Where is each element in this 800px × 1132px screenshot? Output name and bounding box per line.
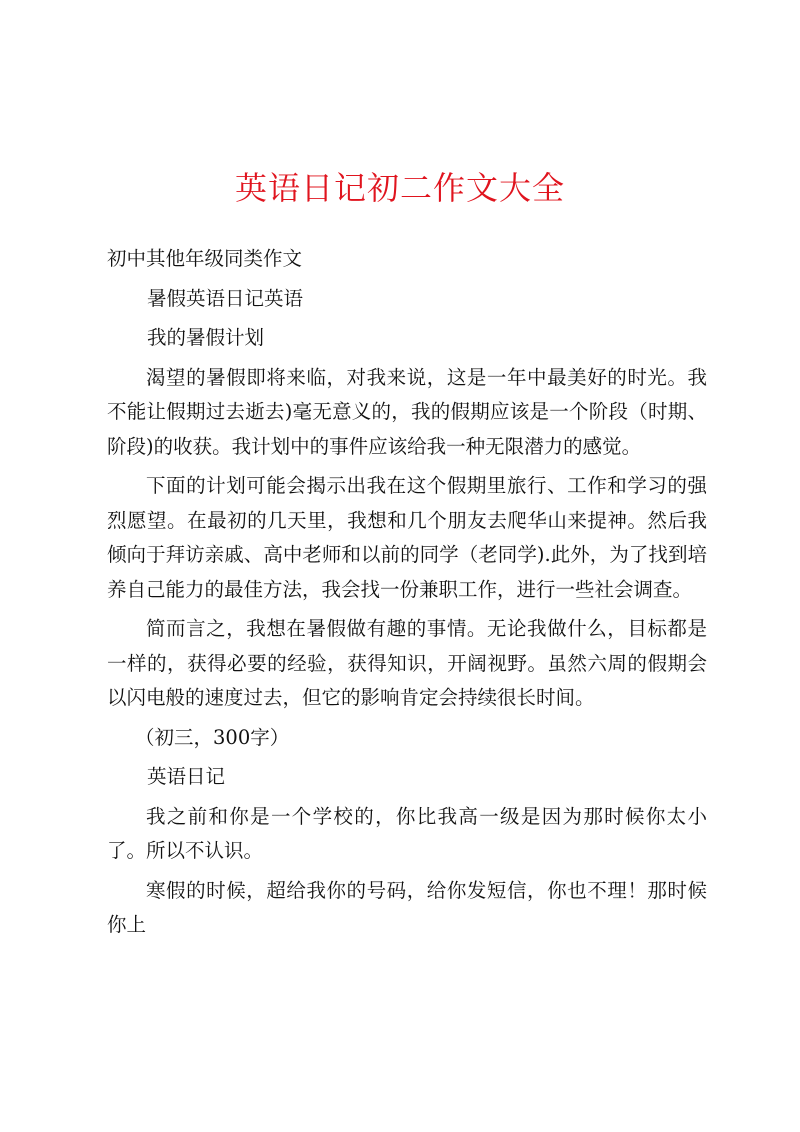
paragraph-body: 寒假的时候，超给我你的号码，给你发短信，你也不理！那时候你上 — [107, 878, 707, 936]
paragraph-heading: 我的暑假计划 — [147, 326, 265, 349]
paragraph-note: （初三，300字） — [135, 725, 290, 749]
paragraph-body: 简而言之，我想在暑假做有趣的事情。无论我做什么，目标都是一样的，获得必要的经验，获得知识，开阔视野。虽然六周的假期会以闪电般的速度过去，但它的影响肯定会持续很长时间。 — [107, 617, 707, 709]
document-title: 英语日记初二作文大全 — [234, 169, 565, 207]
paragraph-subtitle: 暑假英语日记英语 — [147, 286, 304, 310]
paragraph-body: 下面的计划可能会揭示出我在这个假期里旅行、工作和学习的强烈愿望。在最初的几天里，我想和几个朋友去爬华山来提神。然后我倾向于拜访亲戚、高中老师和以前的同学（老同学).此外，为了找到培养自己能力的最佳方法，我会找一份兼职工作，进行一些社会调查。 — [107, 474, 707, 601]
paragraph-body: 我之前和你是一个学校的，你比我高一级是因为那时候你太小了。所以不认识。 — [107, 804, 707, 862]
paragraph-category: 初中其他年级同类作文 — [107, 247, 303, 270]
paragraph-body: 渴望的暑假即将来临，对我来说，这是一年中最美好的时光。我不能让假期过去逝去)毫无意义的，我的假期应该是一个阶段（时期、阶段)的收获。我计划中的事件应该给我一种无限潜力的感觉。 — [107, 365, 707, 458]
paragraph-heading: 英语日记 — [147, 765, 226, 788]
document-body — [107, 242, 707, 948]
